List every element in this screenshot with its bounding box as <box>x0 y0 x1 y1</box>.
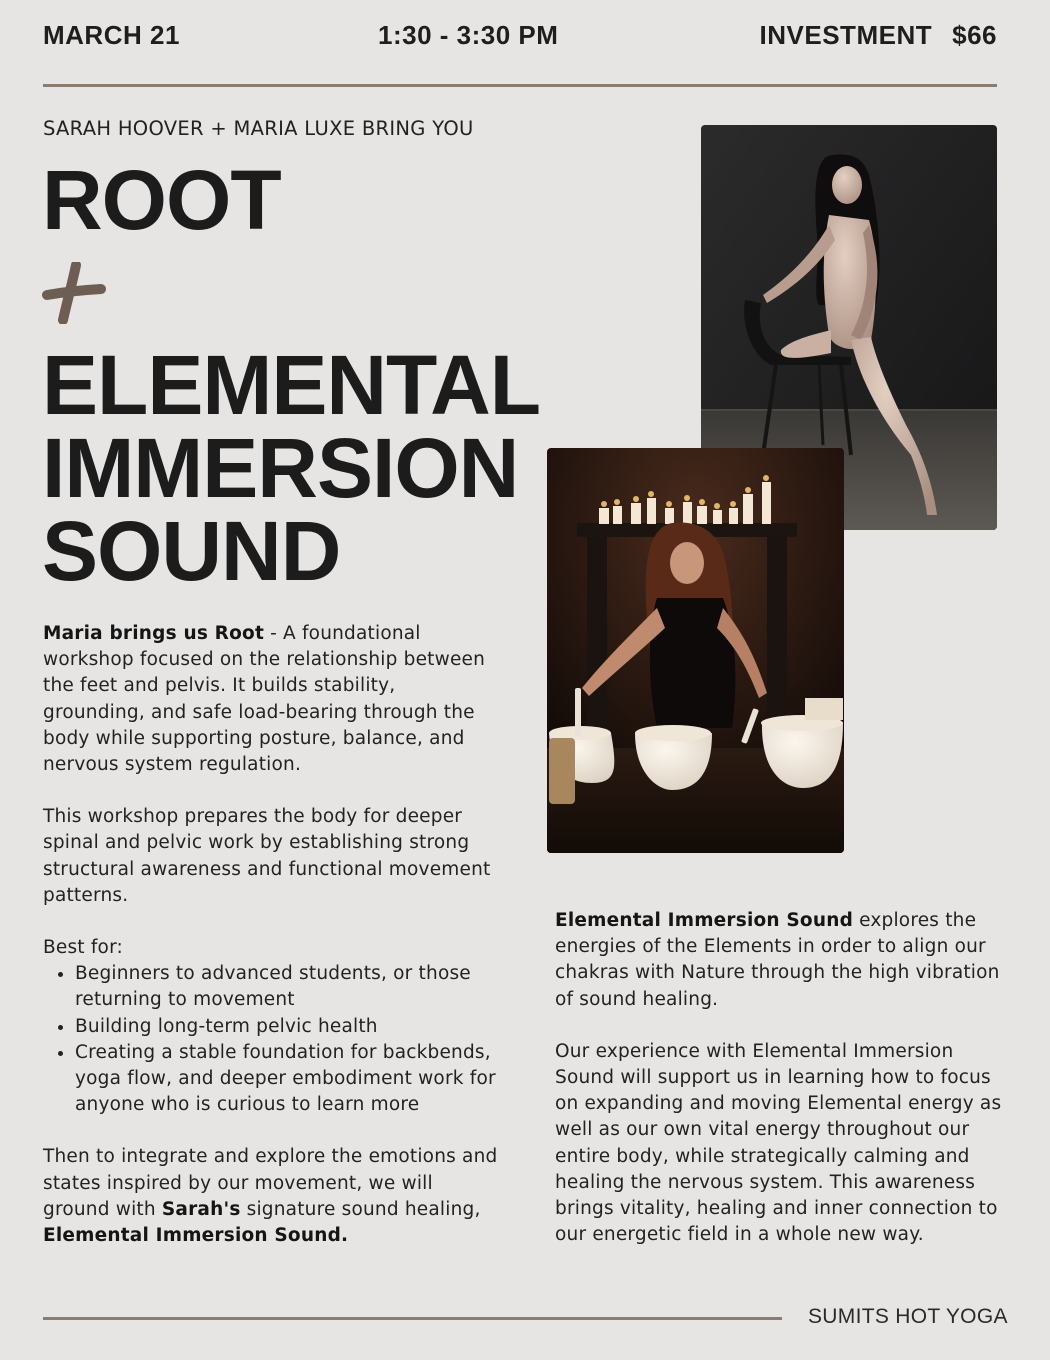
event-investment <box>760 20 997 51</box>
bottom-divider <box>43 1317 782 1320</box>
event-date: MARCH 21 <box>43 20 180 50</box>
root-description <box>43 621 503 1275</box>
investment-label: INVESTMENT <box>759 20 933 50</box>
closing-text-2: signature sound healing, <box>240 1198 481 1220</box>
list-item: • Beginners to advanced students, or those returning to movement <box>75 961 503 1013</box>
title-line-elemental: ELEMENTAL <box>42 338 541 432</box>
best-for-list <box>43 961 503 1118</box>
investment-price: $66 <box>952 20 997 50</box>
sound-intro <box>555 908 1005 1013</box>
footer-brand: SUMITS HOT YOGA <box>808 1305 1008 1328</box>
root-intro <box>43 621 503 778</box>
root-closing <box>43 1144 503 1249</box>
root-intro-text: - A foundational workshop focused on the relationship between the feet and pelvis. It builds stability, grounding, and safe load-bearing through the body while supporting posture, balance, and nervous system regulation. <box>43 623 486 776</box>
sound-paragraph-2: Our experience with Elemental Immersion Sound will support us in learning how to focus on expanding and moving Elemental energy as well as our own vital energy throughout our entire body, while strategically calming and healing the nervous system. This awareness brings vitality, healing and inner connection to our energetic field in a whole new way. <box>555 1040 1002 1246</box>
title-line-immersion: IMMERSION <box>42 421 519 515</box>
closing-bold-sarah: Sarah's <box>161 1198 241 1220</box>
list-item: • Creating a stable foundation for backbends, yoga flow, and deeper embodiment work for anyone who is curious to learn more <box>75 1040 503 1119</box>
photo-sarah <box>547 448 844 853</box>
closing-bold-eis: Elemental Immersion Sound. <box>43 1225 349 1247</box>
plus-icon <box>42 262 106 324</box>
title-elemental-immersion-sound <box>42 338 541 598</box>
title-line-sound: SOUND <box>42 504 341 598</box>
root-paragraph-2: This workshop prepares the body for deeper spinal and pelvic work by establishing strong structural awareness and functional movement patterns. <box>43 806 491 906</box>
title-root: ROOT <box>42 153 281 247</box>
list-item: • Building long-term pelvic health <box>75 1014 503 1040</box>
top-divider <box>43 84 997 87</box>
sound-description <box>555 908 1005 1274</box>
best-for-label: Best for: <box>43 937 123 959</box>
closing-text-1: Then to integrate and explore the emotions and states inspired by our movement, we will ground with <box>43 1146 498 1220</box>
presenters-line: SARAH HOOVER + MARIA LUXE BRING YOU <box>43 117 474 140</box>
sound-intro-bold: Elemental Immersion Sound <box>555 910 854 931</box>
event-time: 1:30 - 3:30 PM <box>378 20 559 50</box>
sound-intro-text: explores the energies of the Elements in order to align our chakras with Nature through the high vibration of sound healing. <box>555 910 1000 1010</box>
root-intro-bold: Maria brings us Root <box>43 623 264 644</box>
